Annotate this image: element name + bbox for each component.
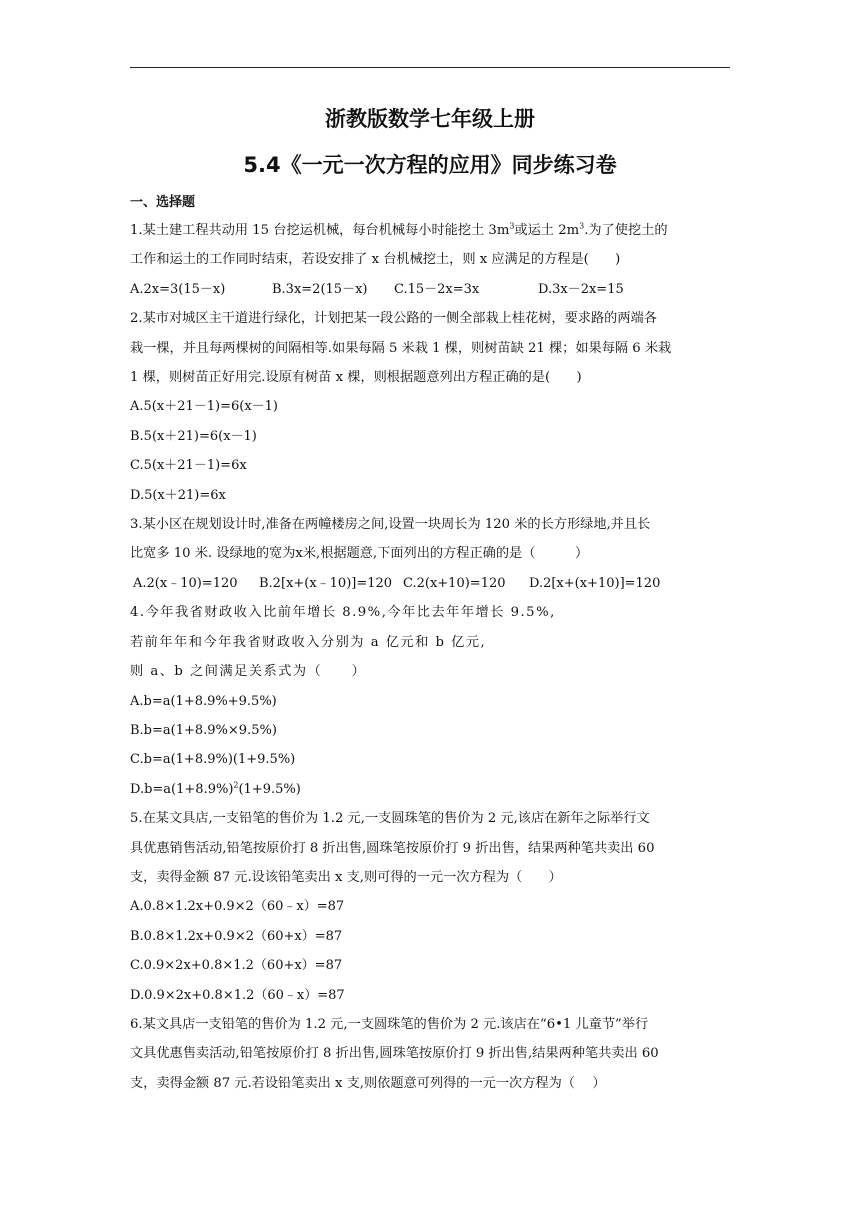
- question-text: 具优惠销售活动,铅笔按原价打 8 折出售,圆珠笔按原价打 9 折出售，结果两种笔共卖出 60: [130, 840, 655, 856]
- option-c: C.5(x＋21－1)=6x: [130, 458, 247, 474]
- option-c: C.b=a(1+8.9%)(1+9.5%): [130, 752, 296, 768]
- question-text: 2.某市对城区主干道进行绿化，计划把某一段公路的一侧全部栽上桂花树，要求路的两端各: [130, 311, 657, 327]
- question-text: 栽一棵，并且每两棵树的间隔相等.如果每隔 5 米栽 1 棵，则树苗缺 21 棵；如果每隔 6 米栽: [130, 340, 672, 356]
- question-text: 3.某小区在规划设计时,准备在两幢楼房之间,设置一块周长为 120 米的长方形绿地,并且长: [130, 517, 651, 533]
- option-c: C.0.9×2x+0.8×1.2（60+x）=87: [130, 958, 343, 974]
- option-b: B.5(x＋21)=6(x－1): [130, 428, 257, 444]
- option-b: B.b=a(1+8.9%×9.5%): [130, 722, 277, 738]
- title-book: 浙教版数学七年级上册: [325, 107, 535, 131]
- option-c: C.2(x+10)=120: [403, 575, 506, 591]
- option-d: D.5(x＋21)=6x: [130, 487, 226, 503]
- option-d: D.3x－2x=15: [538, 281, 624, 297]
- question-text: 支，卖得金额 87 元.若设铅笔卖出 x 支,则依题意可列得的一元一次方程为（ ）: [130, 1075, 606, 1091]
- document-content: [130, 96, 730, 1098]
- option-a: A.5(x＋21－1)=6(x－1): [130, 399, 278, 415]
- question-4: [130, 598, 730, 804]
- question-text: 1 棵，则树苗正好用完.设原有树苗 x 棵，则根据题意列出方程正确的是( ): [130, 370, 582, 386]
- question-3: [130, 510, 730, 598]
- options-row: [130, 275, 730, 304]
- question-1: [130, 216, 730, 304]
- question-text: 工作和运土的工作同时结束，若设安排了 x 台机械挖土，则 x 应满足的方程是( ): [130, 252, 621, 268]
- section-heading: 一、选择题: [130, 195, 196, 210]
- title-lesson: 5.4《一元一次方程的应用》同步练习卷: [243, 153, 617, 177]
- question-text: 则 a、b 之间满足关系式为（ ）: [130, 664, 367, 680]
- option-a: A.2(x﹣10)=120: [133, 575, 238, 591]
- question-text: 1.某土建工程共动用 15 台挖运机械，每台机械每小时能挖土 $3m^3$或运土 $2m^3$.为了使挖土的: [130, 221, 668, 238]
- question-text: 4.今年我省财政收入比前年增长 8.9%,今年比去年年增长 9.5%,: [130, 605, 556, 621]
- question-6: [130, 1010, 730, 1098]
- question-text: 文具优惠售卖活动,铅笔按原价打 8 折出售,圆珠笔按原价打 9 折出售,结果两种笔共卖出 60: [130, 1046, 659, 1062]
- option-a: A.b=a(1+8.9%+9.5%): [130, 693, 277, 709]
- question-text: 6.某文具店一支铅笔的售价为 1.2 元,一支圆珠笔的售价为 2 元.该店在“6•1 儿童节”举行: [130, 1016, 649, 1032]
- question-text: 支，卖得金额 87 元.设该铅笔卖出 x 支,则可得的一元一次方程为（ ）: [130, 869, 562, 885]
- header-rule: [130, 67, 730, 68]
- option-d: D.2[x+(x+10)]=120: [529, 575, 661, 591]
- option-c: C.15－2x=3x: [394, 281, 480, 297]
- question-text: 5.在某文具店,一支铅笔的售价为 1.2 元,一支圆珠笔的售价为 2 元,该店在新年之际举行文: [130, 811, 650, 827]
- option-a: A.2x=3(15－x): [130, 281, 226, 297]
- option-a: A.0.8×1.2x+0.9×2（60﹣x）=87: [130, 899, 345, 915]
- question-2: [130, 304, 730, 510]
- option-b: B.3x=2(15－x): [272, 281, 368, 297]
- options-row: [130, 569, 730, 598]
- option-b: B.2[x+(x﹣10)]=120: [259, 575, 393, 591]
- option-b: B.0.8×1.2x+0.9×2（60+x）=87: [130, 928, 343, 944]
- question-text: 若前年年和今年我省财政收入分别为 a 亿元和 b 亿元,: [130, 634, 487, 650]
- question-5: [130, 804, 730, 1010]
- option-d: $D.b=a(1+8.9\%)^2(1+9.5\%)$: [130, 780, 301, 797]
- option-d: D.0.9×2x+0.8×1.2（60﹣x）=87: [130, 987, 345, 1003]
- question-text: 比宽多 10 米. 设绿地的宽为x米,根据题意,下面列出的方程正确的是（ ）: [130, 546, 589, 562]
